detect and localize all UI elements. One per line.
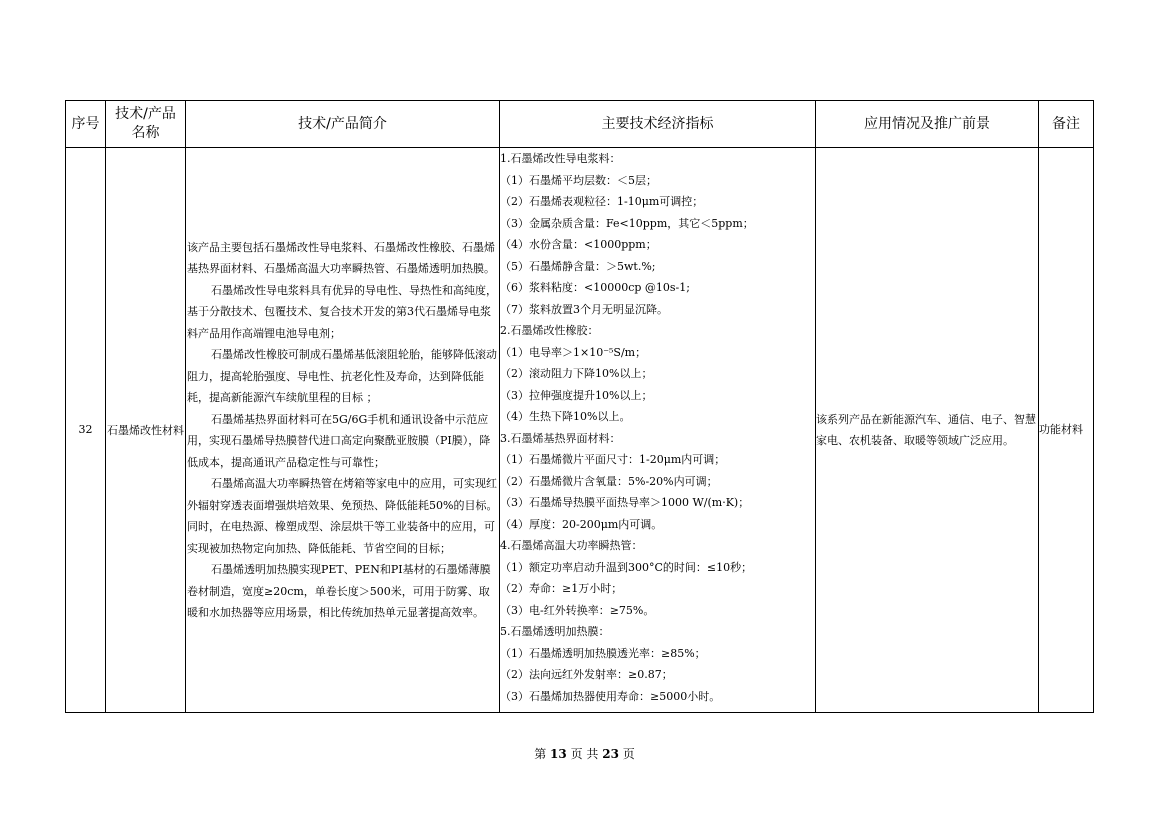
metric-line: （4）水份含量：<1000ppm； <box>500 238 657 251</box>
table-header-row <box>66 101 1094 148</box>
header-name: 技术/产品名称 <box>106 101 186 148</box>
metric-line: （3）拉伸强度提升10%以上； <box>500 388 653 402</box>
metric-line: 5.石墨烯透明加热膜： <box>500 625 610 638</box>
row-remark: 功能材料 <box>1039 148 1094 713</box>
table-row <box>66 148 1094 713</box>
intro-paragraph: 石墨烯透明加热膜实现PET、PEN和PI基材的石墨烯薄膜卷材制造，宽度≥20cm，单卷长度＞500米，可用于防雾、取暖和水加热器等应用场景，相比传统加热单元显著提高效率。 <box>187 563 491 619</box>
metric-line: （1）电导率＞1×10⁻⁵S/m； <box>500 345 647 359</box>
row-name: 石墨烯改性材料 <box>106 148 186 713</box>
row-no: 32 <box>66 148 106 713</box>
metric-line: 4.石墨烯高温大功率瞬热管： <box>500 539 643 552</box>
intro-paragraph: 石墨烯基热界面材料可在5G/6G手机和通讯设备中示范应用，实现石墨烯导热膜替代进口高定向聚酰亚胺膜（PI膜），降低成本，提高通讯产品稳定性与可靠性； <box>187 412 491 469</box>
header-intro: 技术/产品简介 <box>186 101 500 148</box>
metric-line: 1.石墨烯改性导电浆料： <box>500 152 621 165</box>
row-metrics <box>500 148 816 713</box>
header-metrics: 主要技术经济指标 <box>500 101 816 148</box>
header-application: 应用情况及推广前景 <box>816 101 1039 148</box>
page-footer <box>0 745 1169 762</box>
metric-line: （2）石墨烯表观粒径：1-10μm可调控； <box>500 195 704 208</box>
metric-line: （3）石墨烯加热器使用寿命：≥5000小时。 <box>500 689 721 703</box>
metric-line: （1）额定功率启动升温到300°C的时间：≤10秒； <box>500 560 753 574</box>
intro-paragraph: 石墨烯高温大功率瞬热管在烤箱等家电中的应用，可实现红外辐射穿透表面增强烘培效果、免预热、降低能耗50%的目标。同时，在电热源、橡塑成型、涂层烘干等工业装备中的应用，可实现被加热物定向加热、降低能耗、节省空间的目标； <box>187 477 498 555</box>
metric-line: （7）浆料放置3个月无明显沉降。 <box>500 302 668 316</box>
metric-line: （6）浆料粘度：<10000cp @10s-1; <box>500 281 690 294</box>
metric-line: （2）石墨烯微片含氧量：5%-20%内可调； <box>500 474 718 488</box>
metric-line: （3）金属杂质含量：Fe<10ppm，其它＜5ppm； <box>500 216 754 230</box>
metric-line: （5）石墨烯静含量：＞5wt.%; <box>500 259 656 273</box>
intro-paragraph: 石墨烯改性导电浆料具有优异的导电性、导热性和高纯度，基于分散技术、包覆技术、复合技术开发的第3代石墨烯导电浆料产品用作高端锂电池导电剂； <box>187 283 497 340</box>
footer-page-number: 13 <box>550 747 567 761</box>
row-intro <box>186 148 500 713</box>
metric-line: （1）石墨烯透明加热膜透光率：≥85%； <box>500 646 706 660</box>
metric-line: （3）电-红外转换率：≥75%。 <box>500 603 655 617</box>
metric-line: （2）寿命：≥1万小时； <box>500 582 623 595</box>
header-no: 序号 <box>66 101 106 148</box>
intro-paragraph: 石墨烯改性橡胶可制成石墨烯基低滚阻轮胎，能够降低滚动阻力，提高轮胎强度、导电性、抗老化性及寿命，达到降低能耗，提高新能源汽车续航里程的目标 ； <box>187 348 497 404</box>
metric-line: （4）生热下降10%以上。 <box>500 410 631 423</box>
metric-line: （3）石墨烯导热膜平面热导率＞1000 W/(m·K)； <box>500 496 750 509</box>
metric-line: 3.石墨烯基热界面材料： <box>500 431 621 445</box>
metric-line: 2.石墨烯改性橡胶： <box>500 324 599 337</box>
row-application: 该系列产品在新能源汽车、通信、电子、智慧家电、农机装备、取暖等领域广泛应用。 <box>816 148 1039 713</box>
footer-total-pages: 23 <box>602 747 619 761</box>
intro-paragraph: 该产品主要包括石墨烯改性导电浆料、石墨烯改性橡胶、石墨烯基热界面材料、石墨烯高温大功率瞬热管、石墨烯透明加热膜。 <box>187 240 495 275</box>
footer-suffix: 页 <box>622 747 635 761</box>
metric-line: （2）滚动阻力下降10%以上； <box>500 367 653 380</box>
metric-line: （4）厚度：20-200μm内可调。 <box>500 517 663 531</box>
footer-prefix: 第 <box>534 747 547 761</box>
footer-middle: 页 共 <box>570 747 599 761</box>
header-remark: 备注 <box>1039 101 1094 148</box>
technology-table <box>65 100 1094 713</box>
metric-line: （2）法向远红外发射率：≥0.87； <box>500 668 673 681</box>
metric-line: （1）石墨烯平均层数：＜5层； <box>500 173 657 187</box>
metric-line: （1）石墨烯微片平面尺寸：1-20μm内可调； <box>500 453 726 466</box>
